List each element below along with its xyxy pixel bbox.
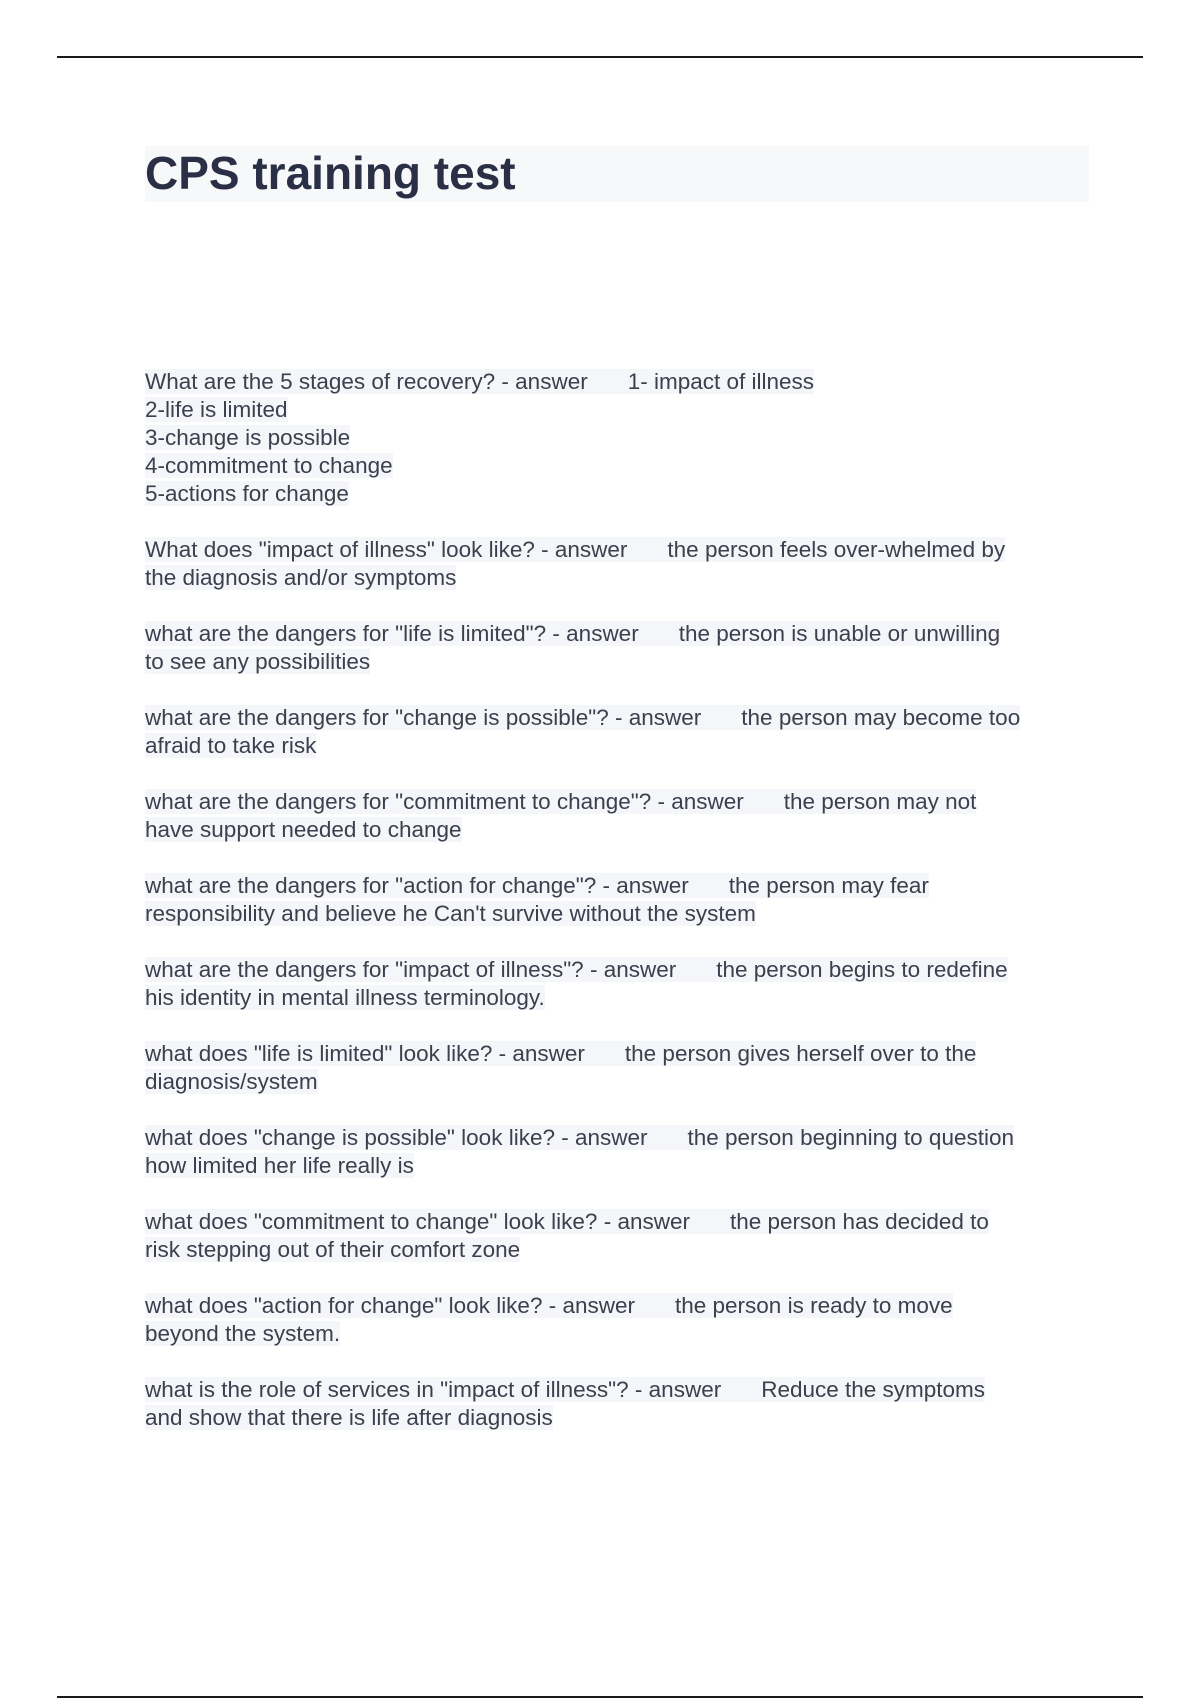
answer-text: Reduce the symptoms	[761, 1377, 986, 1402]
qa-answer-line	[145, 452, 1095, 480]
qa-first-line	[145, 1208, 1095, 1236]
qa-answer-line	[145, 424, 1095, 452]
question-text: what are the dangers for "change is possible"? - answer	[145, 705, 702, 730]
qa-item	[145, 536, 1095, 592]
qa-answer-line	[145, 900, 1095, 928]
qa-answer-line	[145, 1068, 1095, 1096]
qa-item	[145, 1124, 1095, 1180]
qa-answer-line	[145, 732, 1095, 760]
answer-text: have support needed to change	[145, 817, 462, 842]
qa-item	[145, 956, 1095, 1012]
answer-text: the person beginning to question	[687, 1125, 1015, 1150]
qa-first-line	[145, 536, 1095, 564]
qa-first-line	[145, 1292, 1095, 1320]
qa-answer-line	[145, 816, 1095, 844]
answer-text: 3-change is possible	[145, 425, 351, 450]
qa-first-line	[145, 1376, 1095, 1404]
question-text: What does "impact of illness" look like? - answer	[145, 537, 628, 562]
qa-item	[145, 1040, 1095, 1096]
answer-text: the person has decided to	[729, 1209, 989, 1234]
qa-first-line	[145, 956, 1095, 984]
qa-first-line	[145, 872, 1095, 900]
question-text: what is the role of services in "impact of illness"? - answer	[145, 1377, 722, 1402]
answer-text: the person may not	[783, 789, 977, 814]
qa-item	[145, 368, 1095, 508]
qa-answer-line	[145, 480, 1095, 508]
answer-text: risk stepping out of their comfort zone	[145, 1237, 521, 1262]
qa-answer-line	[145, 1152, 1095, 1180]
qa-item	[145, 1292, 1095, 1348]
qa-answer-line	[145, 1320, 1095, 1348]
answer-text: 1- impact of illness	[627, 369, 815, 394]
answer-text: the person is ready to move	[675, 1293, 953, 1318]
question-text: what does "change is possible" look like? - answer	[145, 1125, 648, 1150]
answer-text: the person feels over-whelmed by	[667, 537, 1006, 562]
bottom-rule	[57, 1696, 1143, 1698]
answer-text: the diagnosis and/or symptoms	[145, 565, 457, 590]
qa-answer-line	[145, 648, 1095, 676]
question-text: what are the dangers for "action for change"? - answer	[145, 873, 689, 898]
qa-item	[145, 620, 1095, 676]
qa-item	[145, 1376, 1095, 1432]
answer-text: and show that there is life after diagnosis	[145, 1405, 553, 1430]
top-rule	[57, 56, 1143, 58]
answer-text: the person begins to redefine	[716, 957, 1008, 982]
answer-text: afraid to take risk	[145, 733, 317, 758]
answer-text: beyond the system.	[145, 1321, 341, 1346]
qa-answer-line	[145, 984, 1095, 1012]
qa-first-line	[145, 1124, 1095, 1152]
question-text: what are the dangers for "life is limited"? - answer	[145, 621, 639, 646]
answer-text: diagnosis/system	[145, 1069, 318, 1094]
question-text: what are the dangers for "impact of illness"? - answer	[145, 957, 677, 982]
qa-item	[145, 872, 1095, 928]
answer-text: 4-commitment to change	[145, 453, 393, 478]
qa-first-line	[145, 704, 1095, 732]
qa-list	[145, 368, 1095, 1460]
answer-text: how limited her life really is	[145, 1153, 414, 1178]
document-title: CPS training test	[145, 147, 516, 199]
answer-text: 2-life is limited	[145, 397, 288, 422]
answer-text: the person gives herself over to the	[624, 1041, 977, 1066]
question-text: What are the 5 stages of recovery? - answer	[145, 369, 588, 394]
answer-text: the person may become too	[741, 705, 1021, 730]
qa-answer-line	[145, 564, 1095, 592]
question-text: what does "commitment to change" look like? - answer	[145, 1209, 690, 1234]
question-text: what does "life is limited" look like? - answer	[145, 1041, 585, 1066]
qa-answer-line	[145, 1404, 1095, 1432]
qa-first-line	[145, 788, 1095, 816]
qa-item	[145, 788, 1095, 844]
answer-text: 5-actions for change	[145, 481, 349, 506]
question-text: what are the dangers for "commitment to change"? - answer	[145, 789, 744, 814]
answer-text: the person may fear	[728, 873, 929, 898]
question-text: what does "action for change" look like? - answer	[145, 1293, 635, 1318]
answer-text: the person is unable or unwilling	[678, 621, 1001, 646]
qa-item	[145, 704, 1095, 760]
qa-first-line	[145, 620, 1095, 648]
answer-text: his identity in mental illness terminology.	[145, 985, 545, 1010]
qa-answer-line	[145, 396, 1095, 424]
qa-first-line	[145, 1040, 1095, 1068]
answer-text: responsibility and believe he Can't survive without the system	[145, 901, 756, 926]
answer-text: to see any possibilities	[145, 649, 371, 674]
qa-item	[145, 1208, 1095, 1264]
qa-answer-line	[145, 1236, 1095, 1264]
qa-first-line	[145, 368, 1095, 396]
